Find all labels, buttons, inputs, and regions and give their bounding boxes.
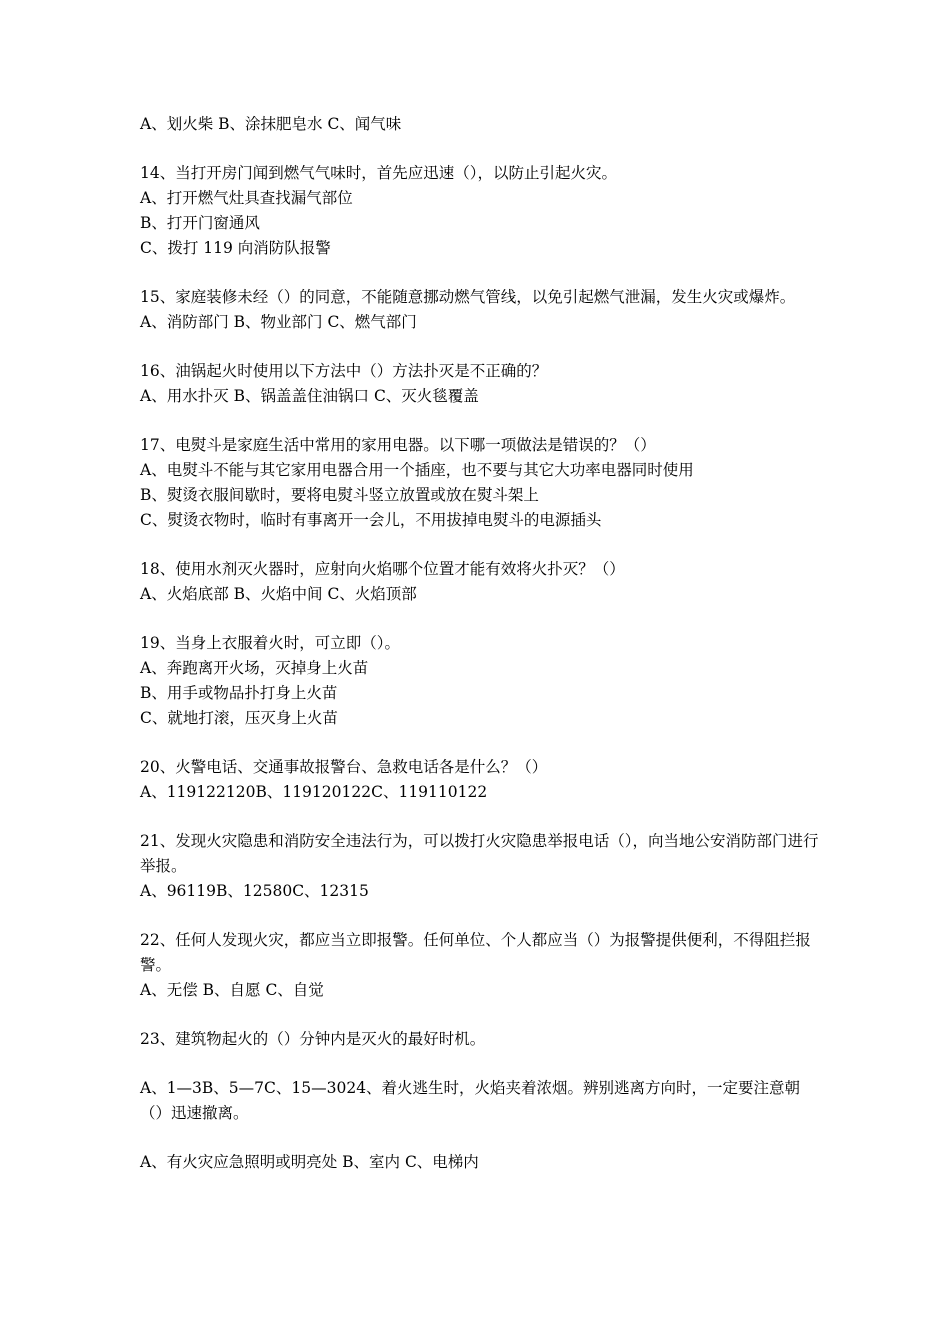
- option-line: A、用水扑灭 B、锅盖盖住油锅口 C、灭火毯覆盖: [140, 387, 479, 405]
- option-line: A、消防部门 B、物业部门 C、燃气部门: [140, 313, 417, 331]
- option-line: A、火焰底部 B、火焰中间 C、火焰顶部: [140, 585, 417, 603]
- question-text: 23、建筑物起火的（）分钟内是灭火的最好时机。: [140, 1030, 486, 1048]
- option-line: B、用手或物品扑打身上火苗: [140, 684, 338, 702]
- question-block-20: [140, 755, 820, 805]
- option-line: C、熨烫衣物时，临时有事离开一会儿，不用拔掉电熨斗的电源插头: [140, 511, 602, 529]
- question-block-21: [140, 829, 820, 904]
- document-page: [140, 112, 820, 1199]
- option-line: A、有火灾应急照明或明亮处 B、室内 C、电梯内: [140, 1153, 479, 1171]
- question-text: 17、电熨斗是家庭生活中常用的家用电器。以下哪一项做法是错误的？（）: [140, 436, 656, 454]
- question-text: 15、家庭装修未经（）的同意，不能随意挪动燃气管线，以免引起燃气泄漏，发生火灾或爆炸。: [140, 288, 796, 306]
- question-block-14: [140, 161, 820, 261]
- question-text: 21、发现火灾隐患和消防安全违法行为，可以拨打火灾隐患举报电话（），向当地公安消防部门进行举报。: [140, 832, 819, 875]
- option-line: A、119122120B、119120122C、119110122: [140, 783, 488, 801]
- question-text: 20、火警电话、交通事故报警台、急救电话各是什么？（）: [140, 758, 548, 776]
- option-line: A、打开燃气灶具查找漏气部位: [140, 189, 353, 207]
- question-block-18: [140, 557, 820, 607]
- question-text: A、1—3B、5—7C、15—3024、着火逃生时，火焰夹着浓烟。辨别逃离方向时，一定要注意朝（）迅速撤离。: [140, 1079, 801, 1122]
- option-line: C、就地打滚，压灭身上火苗: [140, 709, 338, 727]
- question-block-13: [140, 112, 820, 137]
- question-text: 19、当身上衣服着火时，可立即（）。: [140, 634, 400, 652]
- question-text: 16、油锅起火时使用以下方法中（）方法扑灭是不正确的？: [140, 362, 548, 380]
- option-line: A、96119B、12580C、12315: [140, 882, 369, 900]
- question-block-24: [140, 1076, 820, 1126]
- question-block-17: [140, 433, 820, 533]
- question-block-19: [140, 631, 820, 731]
- option-line: A、奔跑离开火场，灭掉身上火苗: [140, 659, 369, 677]
- question-block-15: [140, 285, 820, 335]
- question-text: 18、使用水剂灭火器时，应射向火焰哪个位置才能有效将火扑灭？（）: [140, 560, 625, 578]
- option-line: A、电熨斗不能与其它家用电器合用一个插座，也不要与其它大功率电器同时使用: [140, 461, 694, 479]
- option-line: C、拨打 119 向消防队报警: [140, 239, 331, 257]
- question-block-24-options: [140, 1150, 820, 1175]
- question-text: 14、当打开房门闻到燃气气味时，首先应迅速（），以防止引起火灾。: [140, 164, 617, 182]
- question-block-16: [140, 359, 820, 409]
- option-line: A、划火柴 B、涂抹肥皂水 C、闻气味: [140, 115, 402, 133]
- option-line: B、打开门窗通风: [140, 214, 260, 232]
- question-block-23: [140, 1027, 820, 1052]
- option-line: B、熨烫衣服间歇时，要将电熨斗竖立放置或放在熨斗架上: [140, 486, 539, 504]
- question-block-22: [140, 928, 820, 1003]
- question-text: 22、任何人发现火灾，都应当立即报警。任何单位、个人都应当（）为报警提供便利，不得阻拦报警。: [140, 931, 811, 974]
- option-line: A、无偿 B、自愿 C、自觉: [140, 981, 324, 999]
